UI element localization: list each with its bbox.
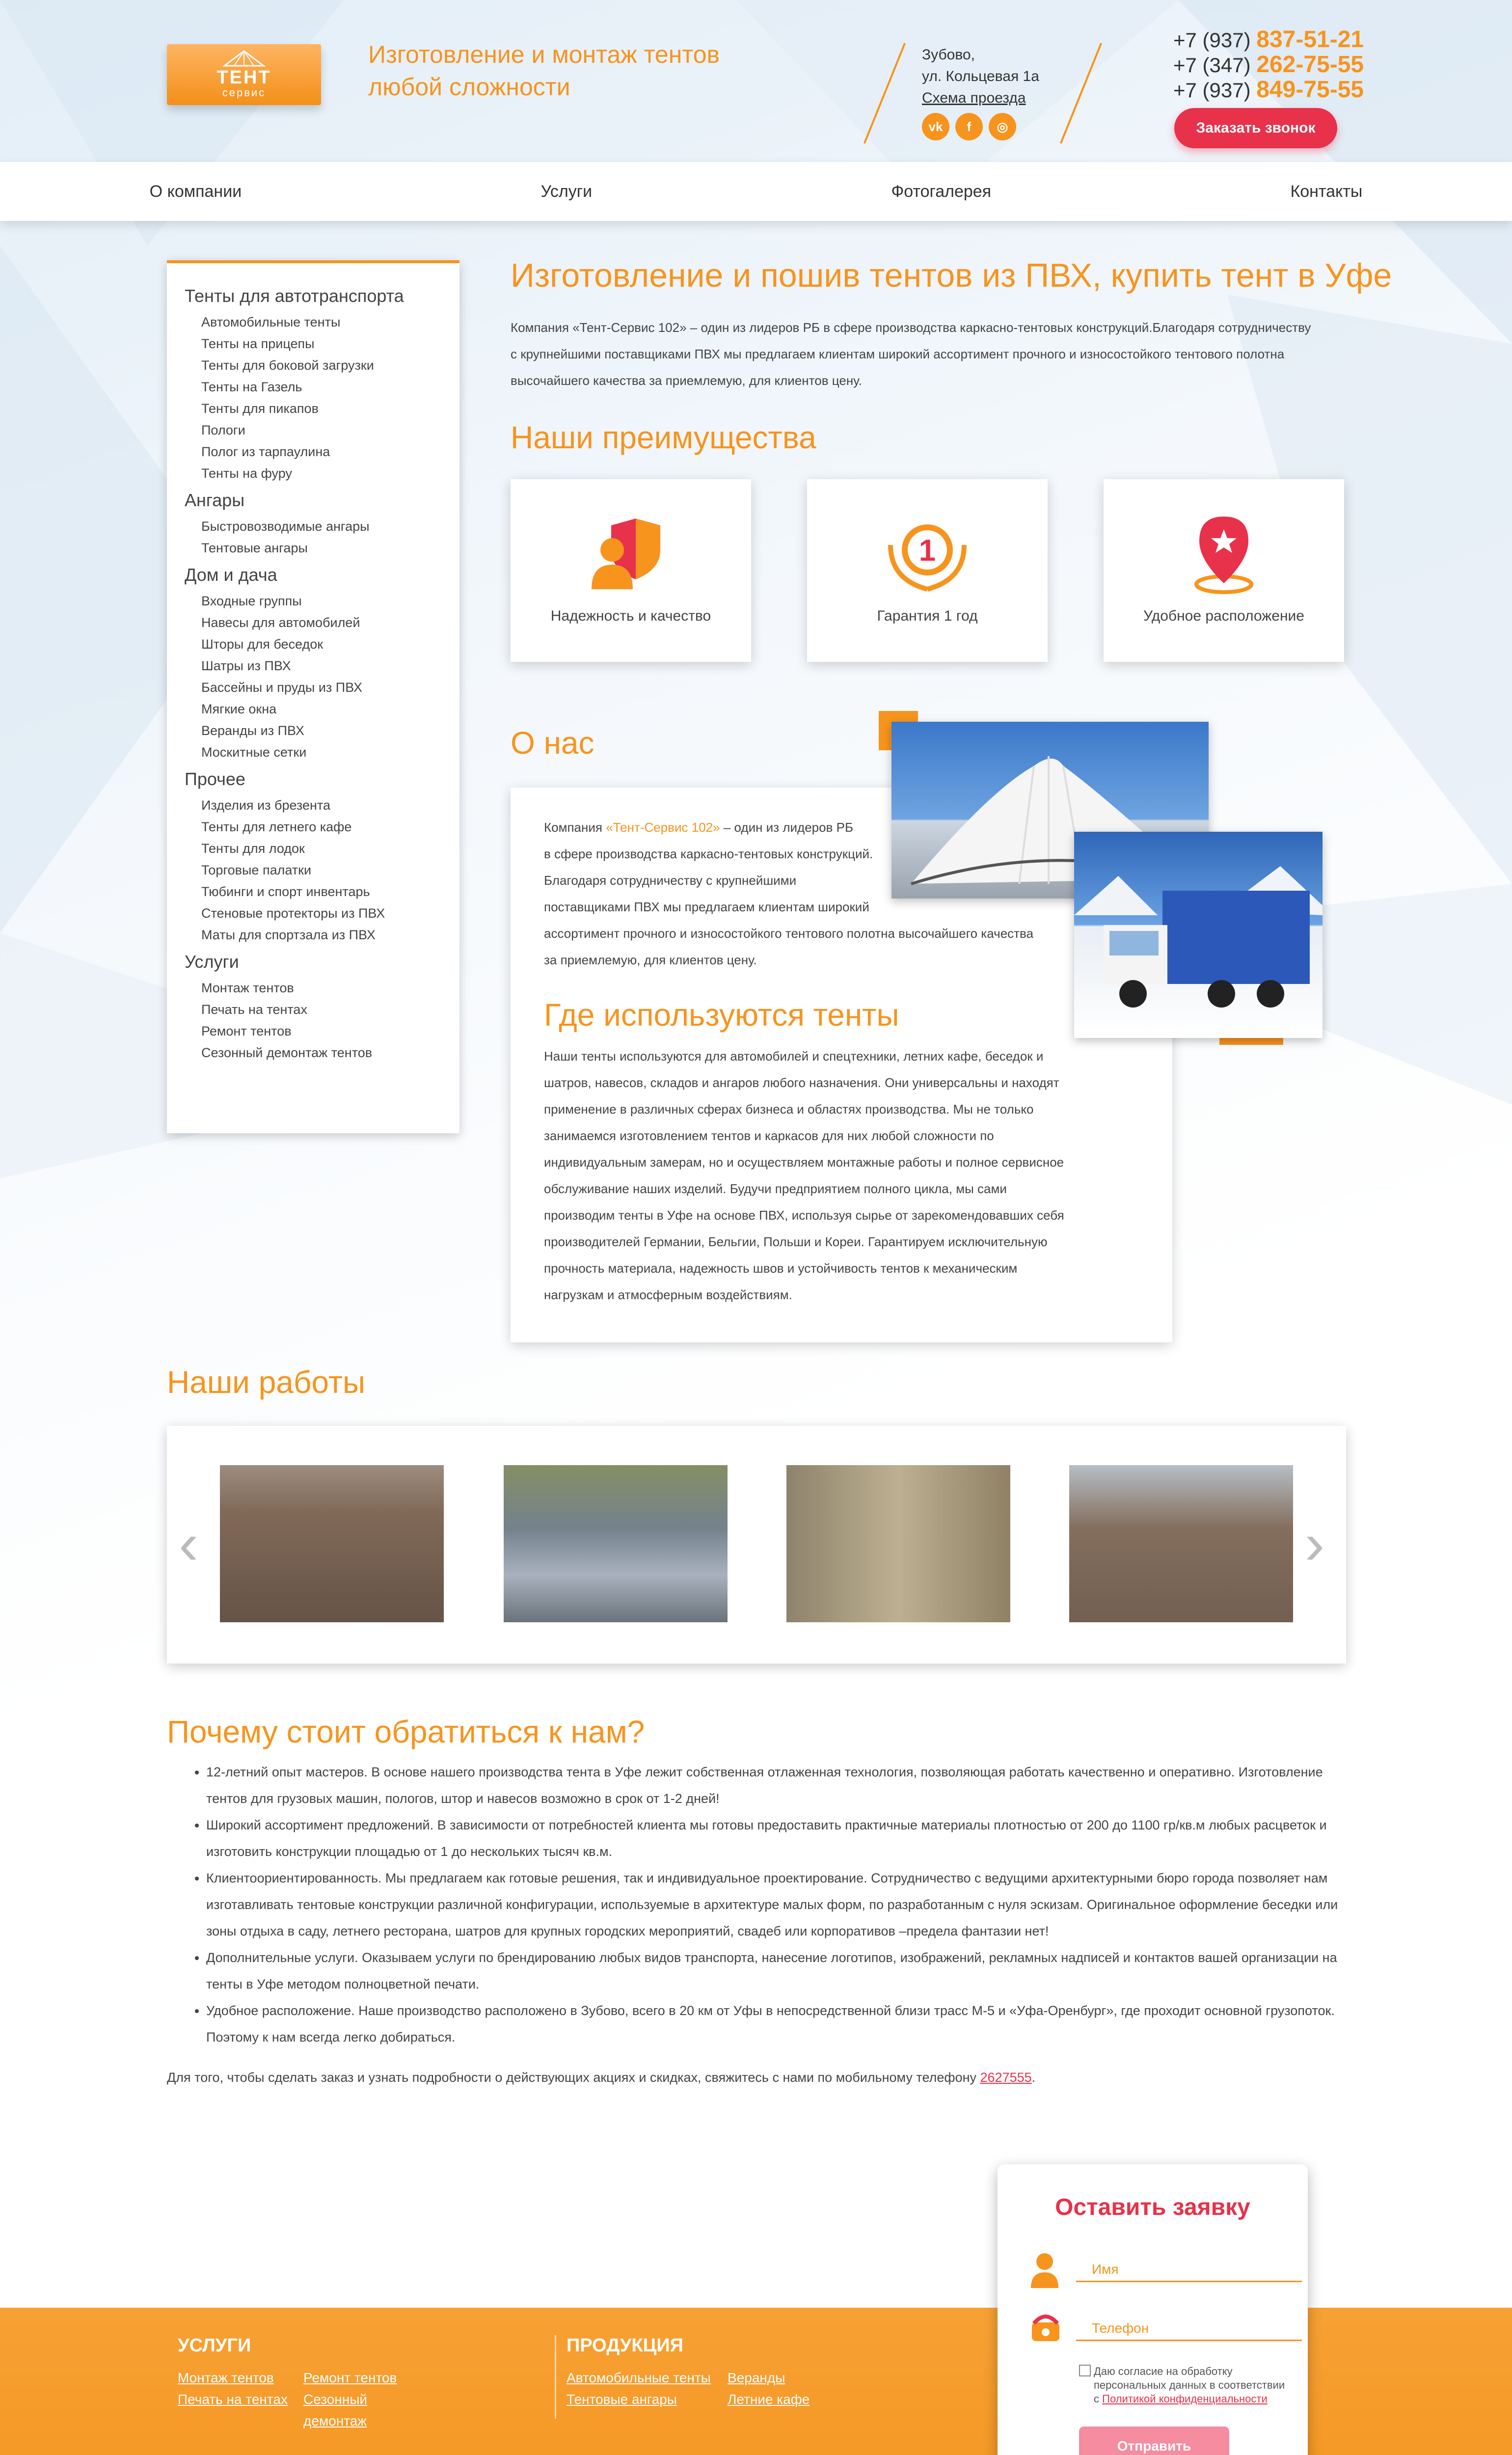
- header-socials: [922, 113, 1039, 140]
- phone-prefix: +7 (347): [1173, 54, 1251, 77]
- main-nav: [0, 162, 1512, 221]
- why-line: Поэтому к нам всегда легко добираться.: [206, 2030, 456, 2045]
- logo[interactable]: [167, 44, 321, 105]
- truck-photo-image: [1074, 832, 1323, 1038]
- contact-line: [167, 2070, 1035, 2085]
- sidebar-item[interactable]: Бассейны и пруды из ПВХ: [201, 680, 363, 695]
- consent-checkbox[interactable]: [1079, 2365, 1091, 2376]
- usage-line: занимаемся изготовлением тентов и каркасов для них любой сложности по: [544, 1128, 994, 1143]
- phone-line[interactable]: [1173, 27, 1364, 53]
- phone-number: 837-51-21: [1256, 27, 1364, 53]
- about-line: поставщиками ПВХ мы предлагаем клиентам широкий: [544, 900, 869, 914]
- chevron-left-icon[interactable]: ‹: [179, 1511, 198, 1577]
- usage-line: обслуживание наших изделий. Будучи предприятием полного цикла, мы сами: [544, 1181, 1007, 1196]
- form-title: Оставить заявку: [1055, 2194, 1250, 2220]
- sidebar-item[interactable]: Тенты для пикапов: [201, 401, 319, 416]
- why-item: [206, 1812, 1345, 1865]
- usage-text: [544, 1043, 1153, 1308]
- why-line: Клиентоориентированность. Мы предлагаем как готовые решения, так и индивидуальное проектирование. Сотрудничество с ведущими архитектурными бюро города позволяет нам: [206, 1871, 1328, 1885]
- about-text-part: – один из лидеров РБ: [723, 820, 854, 835]
- advantages-title: Наши преимущества: [511, 420, 816, 455]
- sidebar-item[interactable]: Тентовые ангары: [201, 541, 308, 555]
- consent-privacy-link[interactable]: Политикой конфиденциальности: [1102, 2393, 1268, 2405]
- name-input[interactable]: Имя: [1076, 2248, 1302, 2282]
- about-text-part: Компания: [544, 820, 602, 835]
- why-section: [167, 1714, 1345, 2050]
- sidebar-item[interactable]: Тенты на фуру: [201, 466, 292, 481]
- header-address: [922, 44, 1039, 140]
- submit-button[interactable]: Отправить: [1079, 2427, 1229, 2455]
- boat-cover-photo[interactable]: [504, 1465, 728, 1622]
- footer-link[interactable]: Монтаж тентов: [178, 2370, 274, 2385]
- why-item: [206, 1997, 1345, 2050]
- why-line: Широкий ассортимент предложений. В зависимости от потребностей клиента мы готовы предоставить практичные материалы плотностью от 200 до 1100 гр/кв.м любых расцветок и: [206, 1818, 1327, 1832]
- header: [0, 0, 1512, 162]
- sidebar-category[interactable]: Дом и дача: [185, 565, 277, 585]
- phone-icon: [1030, 2312, 1061, 2343]
- tent-logo-icon: [222, 50, 266, 67]
- intro-line: с крупнейшими поставщиками ПВХ мы предлагаем клиентам широкий ассортимент прочного и износостойкого тентового полотна: [511, 347, 1285, 361]
- sidebar-category[interactable]: Ангары: [185, 490, 245, 510]
- about-line: Благодаря сотрудничеству с крупнейшими: [544, 873, 797, 888]
- sidebar-category[interactable]: Прочее: [185, 769, 245, 789]
- intro-text: [511, 314, 1311, 394]
- sidebar-item[interactable]: Тенты на Газель: [201, 380, 302, 394]
- phone-number: 849-75-55: [1256, 77, 1364, 103]
- divider-line: [1060, 43, 1102, 143]
- sidebar-item[interactable]: Тенты для боковой загрузки: [201, 358, 374, 373]
- usage-title: Где используются тенты: [544, 997, 899, 1033]
- why-item: [206, 1759, 1345, 1812]
- sidebar-item[interactable]: Шторы для беседок: [201, 637, 324, 652]
- works-title: Наши работы: [167, 1364, 366, 1400]
- footer-services-title: УСЛУГИ: [178, 2335, 251, 2356]
- sidebar-menu: [167, 260, 459, 1133]
- sidebar-item[interactable]: Мягкие окна: [201, 702, 277, 716]
- request-form: [998, 2164, 1308, 2455]
- shield-person-icon: [592, 516, 670, 589]
- advantage-label: Надежность и качество: [550, 608, 711, 624]
- tagline: Изготовление и монтаж тентов любой сложности: [368, 41, 720, 101]
- advantage-card: [1104, 479, 1344, 662]
- footer-products: [567, 2335, 826, 2410]
- sidebar-item[interactable]: Изделия из брезента: [201, 798, 330, 813]
- order-call-button[interactable]: Заказать звонок: [1174, 108, 1337, 148]
- page-title: Изготовление и пошив тентов из ПВХ, купить тент в Уфе: [511, 257, 1392, 294]
- consent-text: [1094, 2365, 1285, 2406]
- why-line: тентов для грузовых машин, пологов, штор и навесов возможно в срок от 1-2 дней!: [206, 1791, 720, 1806]
- sidebar-item[interactable]: Тенты для летнего кафе: [201, 819, 352, 834]
- svg-text:1: 1: [918, 534, 936, 568]
- nav-item-contacts[interactable]: Контакты: [1290, 182, 1363, 201]
- about-line: за приемлемую, для клиентов цену.: [544, 953, 757, 967]
- sidebar-item[interactable]: Сезонный демонтаж тентов: [201, 1045, 373, 1060]
- why-title: Почему стоит обратиться к нам?: [167, 1714, 645, 1749]
- map-pin-icon: [1187, 516, 1261, 594]
- footer-link[interactable]: Веранды: [728, 2370, 785, 2385]
- company-name-link[interactable]: «Тент-Сервис 102»: [606, 820, 720, 835]
- vk-icon[interactable]: vk: [922, 113, 949, 140]
- footer-link[interactable]: Ремонт тентов: [303, 2370, 397, 2385]
- logo-text-top: ТЕНТ: [216, 67, 271, 88]
- nav-item-gallery[interactable]: Фотогалерея: [891, 182, 992, 201]
- consent-line: Даю согласие на обработку: [1094, 2365, 1233, 2377]
- truck-photo: [1074, 832, 1323, 1038]
- log-gazebo-photo[interactable]: [1069, 1465, 1293, 1622]
- contact-text-end: .: [1031, 2070, 1036, 2085]
- why-line: изготавливать тентовые конструкции различной конфигурации, используемые в архитектуре малых форм, по разработанным с нуля эскизам. Оригинальное оформление беседки или: [206, 1897, 1338, 1912]
- advantage-label: Удобное расположение: [1143, 608, 1304, 624]
- sidebar-item[interactable]: Шатры из ПВХ: [201, 658, 291, 673]
- sidebar-item[interactable]: Полог из тарпаулина: [201, 444, 330, 459]
- why-line: Удобное расположение. Наше производство расположено в Зубово, всего в 20 км от Уфы в непосредственной близи трасс М-5 и «Уфа-Оренбург», где проходит основной грузопоток.: [206, 2003, 1335, 2018]
- footer-link[interactable]: Автомобильные тенты: [567, 2370, 711, 2385]
- why-item: [206, 1944, 1345, 1997]
- phone-input[interactable]: Телефон: [1076, 2307, 1302, 2341]
- chevron-right-icon[interactable]: ›: [1305, 1511, 1324, 1577]
- phone-prefix: +7 (937): [1173, 28, 1251, 52]
- sidebar-item[interactable]: Тюбинги и спорт инвентарь: [201, 884, 370, 899]
- facebook-icon[interactable]: f: [955, 113, 983, 140]
- sidebar-item[interactable]: Ремонт тентов: [201, 1024, 292, 1038]
- user-icon: [1030, 2252, 1059, 2288]
- usage-line: шатров, навесов, складов и ангаров любого назначения. Они универсальны и находят: [544, 1075, 1059, 1090]
- address-street: ул. Кольцевая 1а: [922, 68, 1039, 84]
- divider-line: [864, 43, 906, 143]
- sidebar-category[interactable]: Услуги: [185, 952, 239, 972]
- usage-line: нагрузкам и атмосферным воздействиям.: [544, 1287, 792, 1302]
- footer-divider-vertical: [555, 2335, 556, 2419]
- about-line: ассортимент прочного и износостойкого тентового полотна высочайшего качества: [544, 926, 1034, 941]
- why-line: Дополнительные услуги. Оказываем услуги по брендированию любых видов транспорта, нанесение логотипов, изображений, рекламных надписей и контактов вашей организации на: [206, 1950, 1337, 1965]
- sidebar-category[interactable]: Тенты для автотранспорта: [185, 286, 404, 306]
- usage-line: применение в различных сферах бизнеса и областях производства. Мы не только: [544, 1102, 1034, 1117]
- footer-link[interactable]: Тентовые ангары: [567, 2392, 677, 2407]
- why-line: тенты в Уфе методом полноцветной печати.: [206, 1977, 480, 1991]
- sidebar-item[interactable]: Входные группы: [201, 594, 302, 608]
- sidebar-item[interactable]: Москитные сетки: [201, 745, 307, 760]
- sidebar-item[interactable]: Стеновые протекторы из ПВХ: [201, 906, 385, 921]
- phone-line[interactable]: [1173, 53, 1364, 78]
- works-carousel: [167, 1426, 1346, 1664]
- contact-text: Для того, чтобы сделать заказ и узнать подробности о действующих акциях и скидках, свяжитесь с нами по мобильному телефону: [167, 2070, 980, 2085]
- usage-line: производим тенты в Уфе на основе ПВХ, используя сырье от зарекомендовавших себя: [544, 1208, 1064, 1223]
- footer-link[interactable]: Печать на тентах: [178, 2392, 288, 2407]
- sidebar-item[interactable]: Маты для спортзала из ПВХ: [201, 927, 376, 942]
- laurel-medal-icon: [881, 516, 974, 594]
- phone-line[interactable]: [1173, 78, 1364, 103]
- why-item: [206, 1865, 1345, 1944]
- sidebar-item[interactable]: Быстровозводимые ангары: [201, 519, 370, 534]
- intro-line: высочайшего качества за приемлемую, для клиентов цену.: [511, 373, 862, 388]
- usage-line: индивидуальным замерам, но и осуществляем монтажные работы и полное сервисное: [544, 1155, 1064, 1170]
- phone-number: 262-75-55: [1256, 52, 1364, 78]
- header-phones: [1173, 27, 1364, 103]
- curtain-photo[interactable]: [786, 1465, 1010, 1622]
- sidebar-item[interactable]: Монтаж тентов: [201, 981, 294, 995]
- footer-link[interactable]: Летние кафе: [728, 2392, 810, 2407]
- gazebo-photo[interactable]: [220, 1465, 444, 1622]
- advantage-card: [511, 479, 751, 662]
- sidebar-item[interactable]: Веранды из ПВХ: [201, 723, 304, 738]
- map-link[interactable]: Схема проезда: [922, 90, 1026, 106]
- consent-line: с: [1094, 2393, 1103, 2405]
- about-title: О нас: [511, 725, 594, 761]
- footer-link[interactable]: Сезонный демонтаж: [303, 2392, 367, 2428]
- consent-line: персональных данных в соответствии: [1094, 2379, 1285, 2391]
- sidebar-item[interactable]: Печать на тентах: [201, 1002, 307, 1017]
- why-list: [167, 1759, 1345, 2050]
- why-line: изготовить конструкции площадью от 1 до нескольких тысяч кв.м.: [206, 1844, 613, 1859]
- nav-item-about[interactable]: О компании: [149, 182, 242, 201]
- sidebar-item[interactable]: Тенты для лодок: [201, 841, 305, 856]
- phone-prefix: +7 (937): [1173, 79, 1251, 102]
- footer-products-title: ПРОДУКЦИЯ: [567, 2335, 683, 2356]
- usage-line: Наши тенты используются для автомобилей и спецтехники, летних кафе, беседок и: [544, 1049, 1044, 1064]
- advantage-card: [807, 479, 1048, 662]
- usage-line: прочность материала, надежность швов и устойчивость тентов к механическим: [544, 1261, 1018, 1276]
- why-line: зоны отдыха в саду, летнего ресторана, шатров для крупных городских мероприятий, свадеб или корпоративов –предела фантазии нет!: [206, 1924, 1049, 1938]
- sidebar-item[interactable]: Торговые палатки: [201, 863, 312, 877]
- sidebar-item[interactable]: Пологи: [201, 423, 245, 437]
- advantage-label: Гарантия 1 год: [877, 608, 978, 624]
- intro-line: Компания «Тент-Сервис 102» – один из лидеров РБ в сфере производства каркасно-тентовых конструкций.Благодаря сотрудничеству: [511, 320, 1311, 335]
- nav-item-services[interactable]: Услуги: [540, 182, 593, 201]
- instagram-icon[interactable]: ◎: [989, 113, 1016, 140]
- sidebar-item[interactable]: Автомобильные тенты: [201, 315, 341, 329]
- footer-services: [178, 2335, 431, 2432]
- why-line: 12-летний опыт мастеров. В основе нашего производства тента в Уфе лежит собственная отлаженная технология, позволяющая работать качественно и оперативно. Изготовление: [206, 1765, 1323, 1779]
- contact-phone-link[interactable]: 2627555: [980, 2070, 1032, 2085]
- address-city: Зубово,: [922, 47, 975, 63]
- about-line: в сфере производства каркасно-тентовых конструкций.: [544, 846, 873, 861]
- sidebar-item[interactable]: Тенты на прицепы: [201, 336, 315, 351]
- logo-text-bottom: сервис: [222, 86, 266, 99]
- sidebar-item[interactable]: Навесы для автомобилей: [201, 615, 360, 630]
- usage-line: производителей Германии, Бельгии, Польши и Кореи. Гарантируем исключительную: [544, 1234, 1048, 1249]
